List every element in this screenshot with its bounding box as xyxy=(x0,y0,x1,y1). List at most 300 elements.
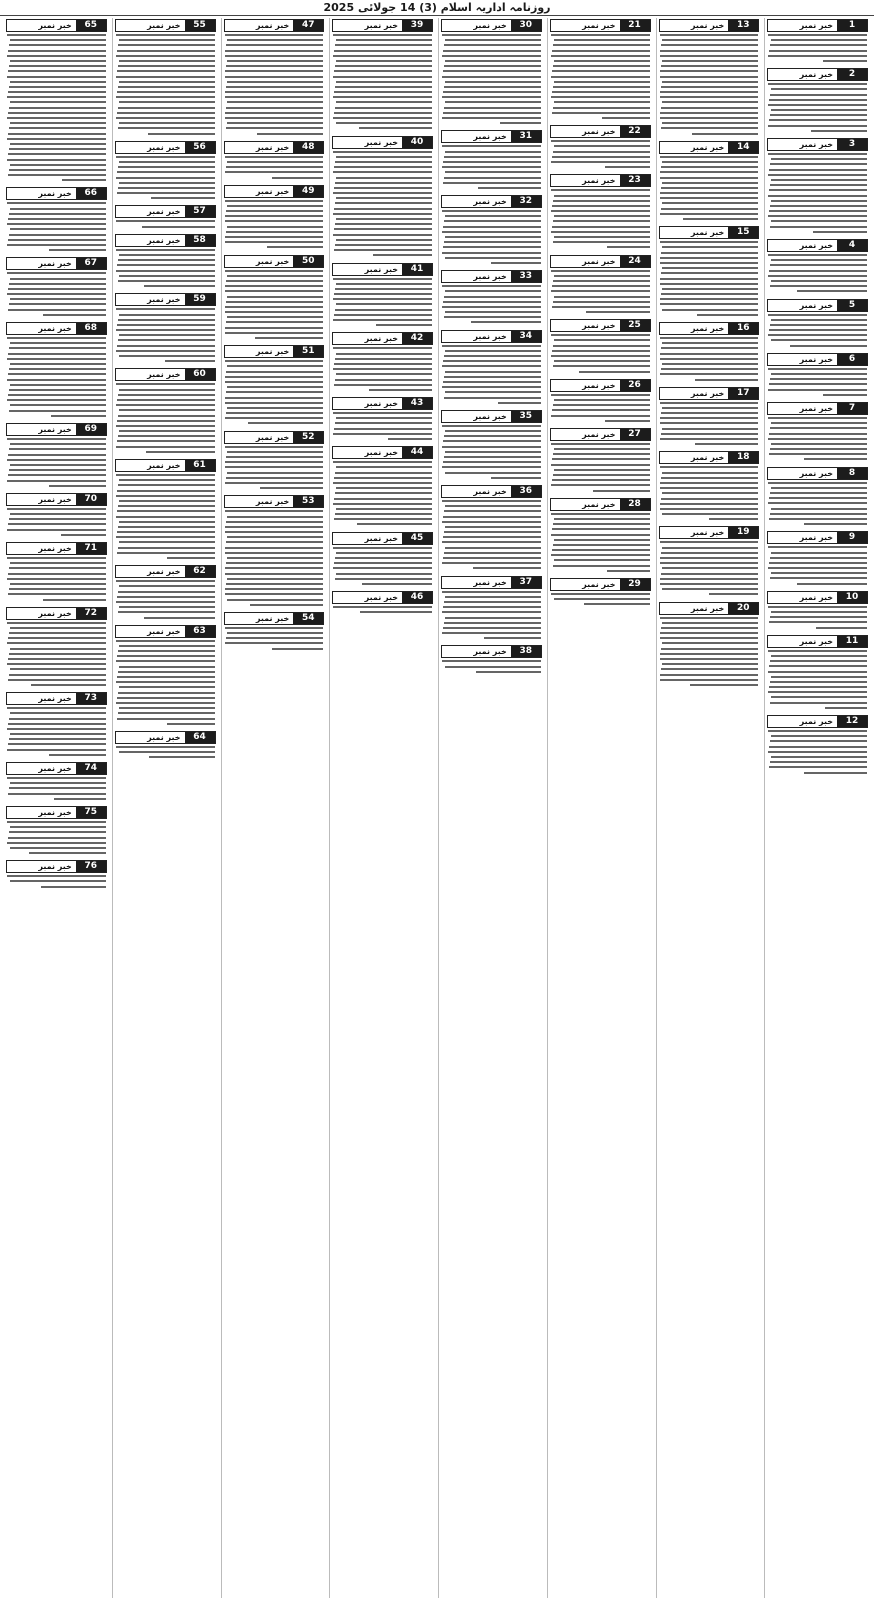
text-line xyxy=(444,44,541,46)
text-line xyxy=(333,547,432,549)
text-line xyxy=(362,583,432,585)
text-line xyxy=(553,301,650,303)
news-item-number: 42 xyxy=(402,333,432,344)
news-item-label: خبر نمبر xyxy=(551,20,620,31)
news-item xyxy=(659,450,760,523)
news-item-label: خبر نمبر xyxy=(7,424,76,435)
text-line xyxy=(554,448,650,450)
text-line xyxy=(551,513,650,515)
text-line xyxy=(553,65,650,67)
text-line xyxy=(226,412,323,414)
text-line xyxy=(660,358,759,360)
news-item-body xyxy=(115,308,216,362)
news-item-header xyxy=(550,125,651,138)
text-line xyxy=(551,55,650,57)
text-line xyxy=(551,443,650,445)
news-item-number: 27 xyxy=(620,429,650,440)
news-item xyxy=(6,541,107,604)
news-item-label: خبر نمبر xyxy=(7,494,76,505)
news-item xyxy=(6,761,107,803)
text-line xyxy=(662,588,758,590)
text-line xyxy=(662,428,758,430)
news-column xyxy=(438,18,544,1598)
text-line xyxy=(333,55,432,57)
text-line xyxy=(769,621,867,623)
text-line xyxy=(119,182,215,184)
text-line xyxy=(226,210,323,212)
text-line xyxy=(770,448,867,450)
news-item-number: 72 xyxy=(76,608,106,619)
text-line xyxy=(227,365,323,367)
news-item xyxy=(441,18,542,127)
text-line xyxy=(41,886,106,888)
text-line xyxy=(442,145,541,147)
text-line xyxy=(225,402,324,404)
text-line xyxy=(768,368,867,370)
text-line xyxy=(442,611,541,613)
news-item-number: 65 xyxy=(76,20,106,31)
text-line xyxy=(770,378,867,380)
news-item-number: 70 xyxy=(76,494,106,505)
text-line xyxy=(662,622,758,624)
text-line xyxy=(770,94,867,96)
text-line xyxy=(771,655,867,657)
text-line xyxy=(333,503,432,505)
text-line xyxy=(445,81,541,83)
text-line xyxy=(336,466,432,468)
text-line xyxy=(335,513,432,515)
news-item-body xyxy=(550,189,651,248)
news-item xyxy=(441,194,542,267)
text-line xyxy=(445,472,541,474)
text-line xyxy=(443,536,541,538)
news-item-body xyxy=(224,34,325,135)
text-line xyxy=(226,301,323,303)
text-line xyxy=(10,443,106,445)
text-line xyxy=(552,205,650,207)
text-line xyxy=(8,637,106,639)
news-item-header xyxy=(767,68,868,81)
text-line xyxy=(661,498,758,500)
text-line xyxy=(584,603,649,605)
text-line xyxy=(118,187,215,189)
text-line xyxy=(662,309,758,311)
news-item-header xyxy=(115,731,216,744)
news-item-number: 11 xyxy=(837,636,867,647)
news-item-header xyxy=(767,353,868,366)
text-line xyxy=(554,81,650,83)
text-line xyxy=(769,50,867,52)
text-line xyxy=(226,231,323,233)
news-item-body xyxy=(224,200,325,249)
text-line xyxy=(9,283,106,285)
news-item-label: خبر نمبر xyxy=(442,131,511,142)
text-line xyxy=(43,599,106,601)
text-line xyxy=(225,381,324,383)
text-line xyxy=(442,466,541,468)
text-line xyxy=(552,226,650,228)
text-line xyxy=(445,505,541,507)
text-line xyxy=(334,562,432,564)
news-item-number: 33 xyxy=(511,271,541,282)
text-line xyxy=(119,666,215,668)
text-line xyxy=(336,373,432,375)
news-item-number: 13 xyxy=(728,20,758,31)
text-line xyxy=(118,127,215,129)
text-line xyxy=(660,353,758,355)
text-line xyxy=(226,166,323,168)
text-line xyxy=(333,192,432,194)
text-line xyxy=(769,270,867,272)
text-line xyxy=(444,177,541,179)
news-item-header xyxy=(550,379,651,392)
text-line xyxy=(9,518,106,520)
text-line xyxy=(167,723,214,725)
text-line xyxy=(771,422,867,424)
news-item-label: خبر نمبر xyxy=(768,636,837,647)
text-line xyxy=(476,671,541,673)
text-line xyxy=(165,360,214,362)
news-item-header xyxy=(767,531,868,544)
text-line xyxy=(10,782,106,784)
text-line xyxy=(225,461,323,463)
news-item-label: خبر نمبر xyxy=(225,346,294,357)
text-line xyxy=(225,200,324,202)
text-line xyxy=(336,303,432,305)
text-line xyxy=(334,293,432,295)
text-line xyxy=(116,350,215,352)
text-line xyxy=(692,133,758,135)
news-item-number: 75 xyxy=(76,807,106,818)
text-line xyxy=(225,547,323,549)
news-item-header xyxy=(332,591,433,604)
text-line xyxy=(117,420,215,422)
text-line xyxy=(7,459,106,461)
text-line xyxy=(445,666,541,668)
text-line xyxy=(683,218,758,220)
text-line xyxy=(770,681,867,683)
news-item-number: 49 xyxy=(293,186,323,197)
news-item-label: خبر نمبر xyxy=(116,206,185,217)
news-item-number: 4 xyxy=(837,240,867,251)
news-item-body xyxy=(550,140,651,168)
news-item-label: خبر نمبر xyxy=(333,592,402,603)
text-line xyxy=(118,415,215,417)
news-item-number: 5 xyxy=(837,300,867,311)
text-line xyxy=(552,285,650,287)
text-line xyxy=(660,283,759,285)
text-line xyxy=(551,464,650,466)
text-line xyxy=(225,91,323,93)
news-item xyxy=(767,401,868,464)
text-line xyxy=(554,539,650,541)
text-line xyxy=(8,454,106,456)
news-item-body xyxy=(224,510,325,605)
news-item-header xyxy=(550,19,651,32)
text-line xyxy=(334,187,432,189)
text-line xyxy=(359,127,432,129)
text-line xyxy=(116,702,215,704)
text-line xyxy=(117,70,215,72)
text-line xyxy=(9,632,106,634)
news-item xyxy=(767,634,868,712)
news-item-number: 58 xyxy=(185,235,215,246)
text-line xyxy=(9,653,106,655)
text-line xyxy=(335,86,432,88)
news-item-body xyxy=(767,314,868,347)
news-item xyxy=(6,805,107,857)
text-line xyxy=(117,324,215,326)
text-line xyxy=(119,409,215,411)
text-line xyxy=(662,161,758,163)
text-line xyxy=(554,559,650,561)
text-line xyxy=(117,50,215,52)
text-line xyxy=(334,249,432,251)
text-line xyxy=(697,314,758,316)
text-line xyxy=(551,534,650,536)
text-line xyxy=(226,541,323,543)
text-line xyxy=(334,91,432,93)
text-line xyxy=(825,707,867,709)
news-item-number: 34 xyxy=(511,331,541,342)
news-column xyxy=(221,18,327,1598)
text-line xyxy=(116,404,215,406)
text-line xyxy=(553,44,650,46)
text-line xyxy=(804,523,867,525)
text-line xyxy=(442,541,541,543)
news-item-body xyxy=(6,622,107,686)
news-item xyxy=(115,458,216,562)
text-line xyxy=(770,163,867,165)
news-item-body xyxy=(659,466,760,520)
news-item-label: خبر نمبر xyxy=(551,499,620,510)
news-item-body xyxy=(6,821,107,854)
news-item-label: خبر نمبر xyxy=(7,258,76,269)
news-item-body xyxy=(441,145,542,189)
text-line xyxy=(225,236,323,238)
text-line xyxy=(226,456,323,458)
text-line xyxy=(553,544,650,546)
news-column xyxy=(329,18,435,1598)
news-item-number: 15 xyxy=(728,227,758,238)
text-line xyxy=(117,91,215,93)
text-line xyxy=(551,76,650,78)
text-line xyxy=(660,417,758,419)
news-item-label: خبر نمبر xyxy=(442,20,511,31)
news-item-label: خبر نمبر xyxy=(768,532,837,543)
text-line xyxy=(9,389,106,391)
text-line xyxy=(10,122,106,124)
text-line xyxy=(119,60,215,62)
text-line xyxy=(7,508,106,510)
news-item xyxy=(224,254,325,343)
news-item xyxy=(6,186,107,254)
text-line xyxy=(336,218,432,220)
news-item-number: 47 xyxy=(293,20,323,31)
news-item-label: خبر نمبر xyxy=(116,732,185,743)
text-line xyxy=(444,107,541,109)
text-line xyxy=(225,552,324,554)
news-item-label: خبر نمبر xyxy=(442,577,511,588)
news-item-body xyxy=(332,461,433,525)
text-line xyxy=(116,177,215,179)
text-line xyxy=(768,275,867,277)
text-line xyxy=(118,526,215,528)
news-item xyxy=(115,18,216,138)
text-line xyxy=(552,70,650,72)
news-item-label: خبر نمبر xyxy=(551,256,620,267)
text-line xyxy=(444,552,541,554)
text-line xyxy=(225,34,324,36)
text-line xyxy=(7,138,106,140)
news-item xyxy=(659,525,760,598)
text-line xyxy=(551,270,650,272)
text-line xyxy=(661,433,758,435)
text-line xyxy=(553,151,650,153)
text-line xyxy=(116,249,215,251)
news-item xyxy=(332,531,433,589)
text-line xyxy=(9,787,106,789)
text-line xyxy=(661,127,758,129)
text-line xyxy=(7,480,106,482)
text-line xyxy=(8,50,106,52)
news-item xyxy=(332,135,433,260)
text-line xyxy=(118,107,215,109)
text-line xyxy=(225,332,324,334)
news-column xyxy=(547,18,653,1598)
news-item-number: 44 xyxy=(402,447,432,458)
text-line xyxy=(442,365,541,367)
text-line xyxy=(116,220,215,222)
news-item-number: 18 xyxy=(728,452,758,463)
text-line xyxy=(661,668,758,670)
news-item-header xyxy=(550,255,651,268)
text-line xyxy=(660,50,758,52)
news-item-body xyxy=(6,438,107,487)
text-line xyxy=(444,376,541,378)
text-line xyxy=(10,464,106,466)
news-item-number: 53 xyxy=(293,496,323,507)
text-line xyxy=(768,606,867,608)
text-line xyxy=(117,440,215,442)
text-line xyxy=(116,34,215,36)
text-line xyxy=(49,485,105,487)
text-line xyxy=(768,691,867,693)
news-item-header xyxy=(115,368,216,381)
text-line xyxy=(8,153,106,155)
news-item xyxy=(115,292,216,365)
text-line xyxy=(445,547,541,549)
text-line xyxy=(552,528,650,530)
text-line xyxy=(551,355,650,357)
text-line xyxy=(586,311,649,313)
text-line xyxy=(442,591,541,593)
text-line xyxy=(336,156,432,158)
text-line xyxy=(227,101,323,103)
news-item-body xyxy=(441,425,542,479)
text-line xyxy=(771,572,867,574)
text-line xyxy=(119,314,215,316)
news-item-header xyxy=(115,141,216,154)
text-line xyxy=(336,353,432,355)
text-line xyxy=(8,837,106,839)
text-line xyxy=(225,573,324,575)
text-line xyxy=(662,567,758,569)
text-line xyxy=(443,440,541,442)
text-line xyxy=(816,627,867,629)
news-item-header xyxy=(441,270,542,283)
text-line xyxy=(10,208,106,210)
text-line xyxy=(226,65,323,67)
text-line xyxy=(226,321,323,323)
news-item-label: خبر نمبر xyxy=(442,331,511,342)
text-line xyxy=(144,617,214,619)
text-line xyxy=(554,101,650,103)
text-line xyxy=(771,220,867,222)
news-item-header xyxy=(659,387,760,400)
news-item-body xyxy=(115,640,216,725)
news-item-header xyxy=(550,428,651,441)
news-item-label: خبر نمبر xyxy=(660,142,729,153)
news-item-header xyxy=(441,645,542,658)
text-line xyxy=(442,660,541,662)
text-line xyxy=(660,96,759,98)
text-line xyxy=(7,55,106,57)
text-line xyxy=(768,502,867,504)
text-line xyxy=(552,409,650,411)
text-line xyxy=(118,280,215,282)
news-item-header xyxy=(441,330,542,343)
text-line xyxy=(660,117,759,119)
text-line xyxy=(10,404,106,406)
text-line xyxy=(660,482,758,484)
text-line xyxy=(335,358,432,360)
text-line xyxy=(8,133,106,135)
text-line xyxy=(116,425,215,427)
news-item-body xyxy=(550,34,651,119)
text-line xyxy=(443,557,541,559)
text-line xyxy=(10,712,106,714)
news-item-number: 76 xyxy=(76,861,106,872)
news-item xyxy=(767,67,868,135)
text-line xyxy=(770,324,867,326)
news-item-label: خبر نمبر xyxy=(660,323,729,334)
text-line xyxy=(225,627,324,629)
text-line xyxy=(443,606,541,608)
news-item-label: خبر نمبر xyxy=(768,468,837,479)
text-line xyxy=(336,122,432,124)
news-item-body xyxy=(659,156,760,220)
news-item xyxy=(550,173,651,251)
text-line xyxy=(491,477,540,479)
text-line xyxy=(554,145,650,147)
text-line xyxy=(118,484,215,486)
news-item xyxy=(550,318,651,376)
text-line xyxy=(443,50,541,52)
news-item-label: خبر نمبر xyxy=(7,323,76,334)
text-line xyxy=(768,417,867,419)
text-line xyxy=(226,637,323,639)
text-line xyxy=(554,60,650,62)
text-line xyxy=(333,482,432,484)
news-item-header xyxy=(659,19,760,32)
news-item-number: 26 xyxy=(620,380,650,391)
text-line xyxy=(225,171,323,173)
news-item-number: 29 xyxy=(620,579,650,590)
news-item-body xyxy=(6,557,107,601)
text-line xyxy=(225,50,323,52)
news-item-header xyxy=(767,19,868,32)
